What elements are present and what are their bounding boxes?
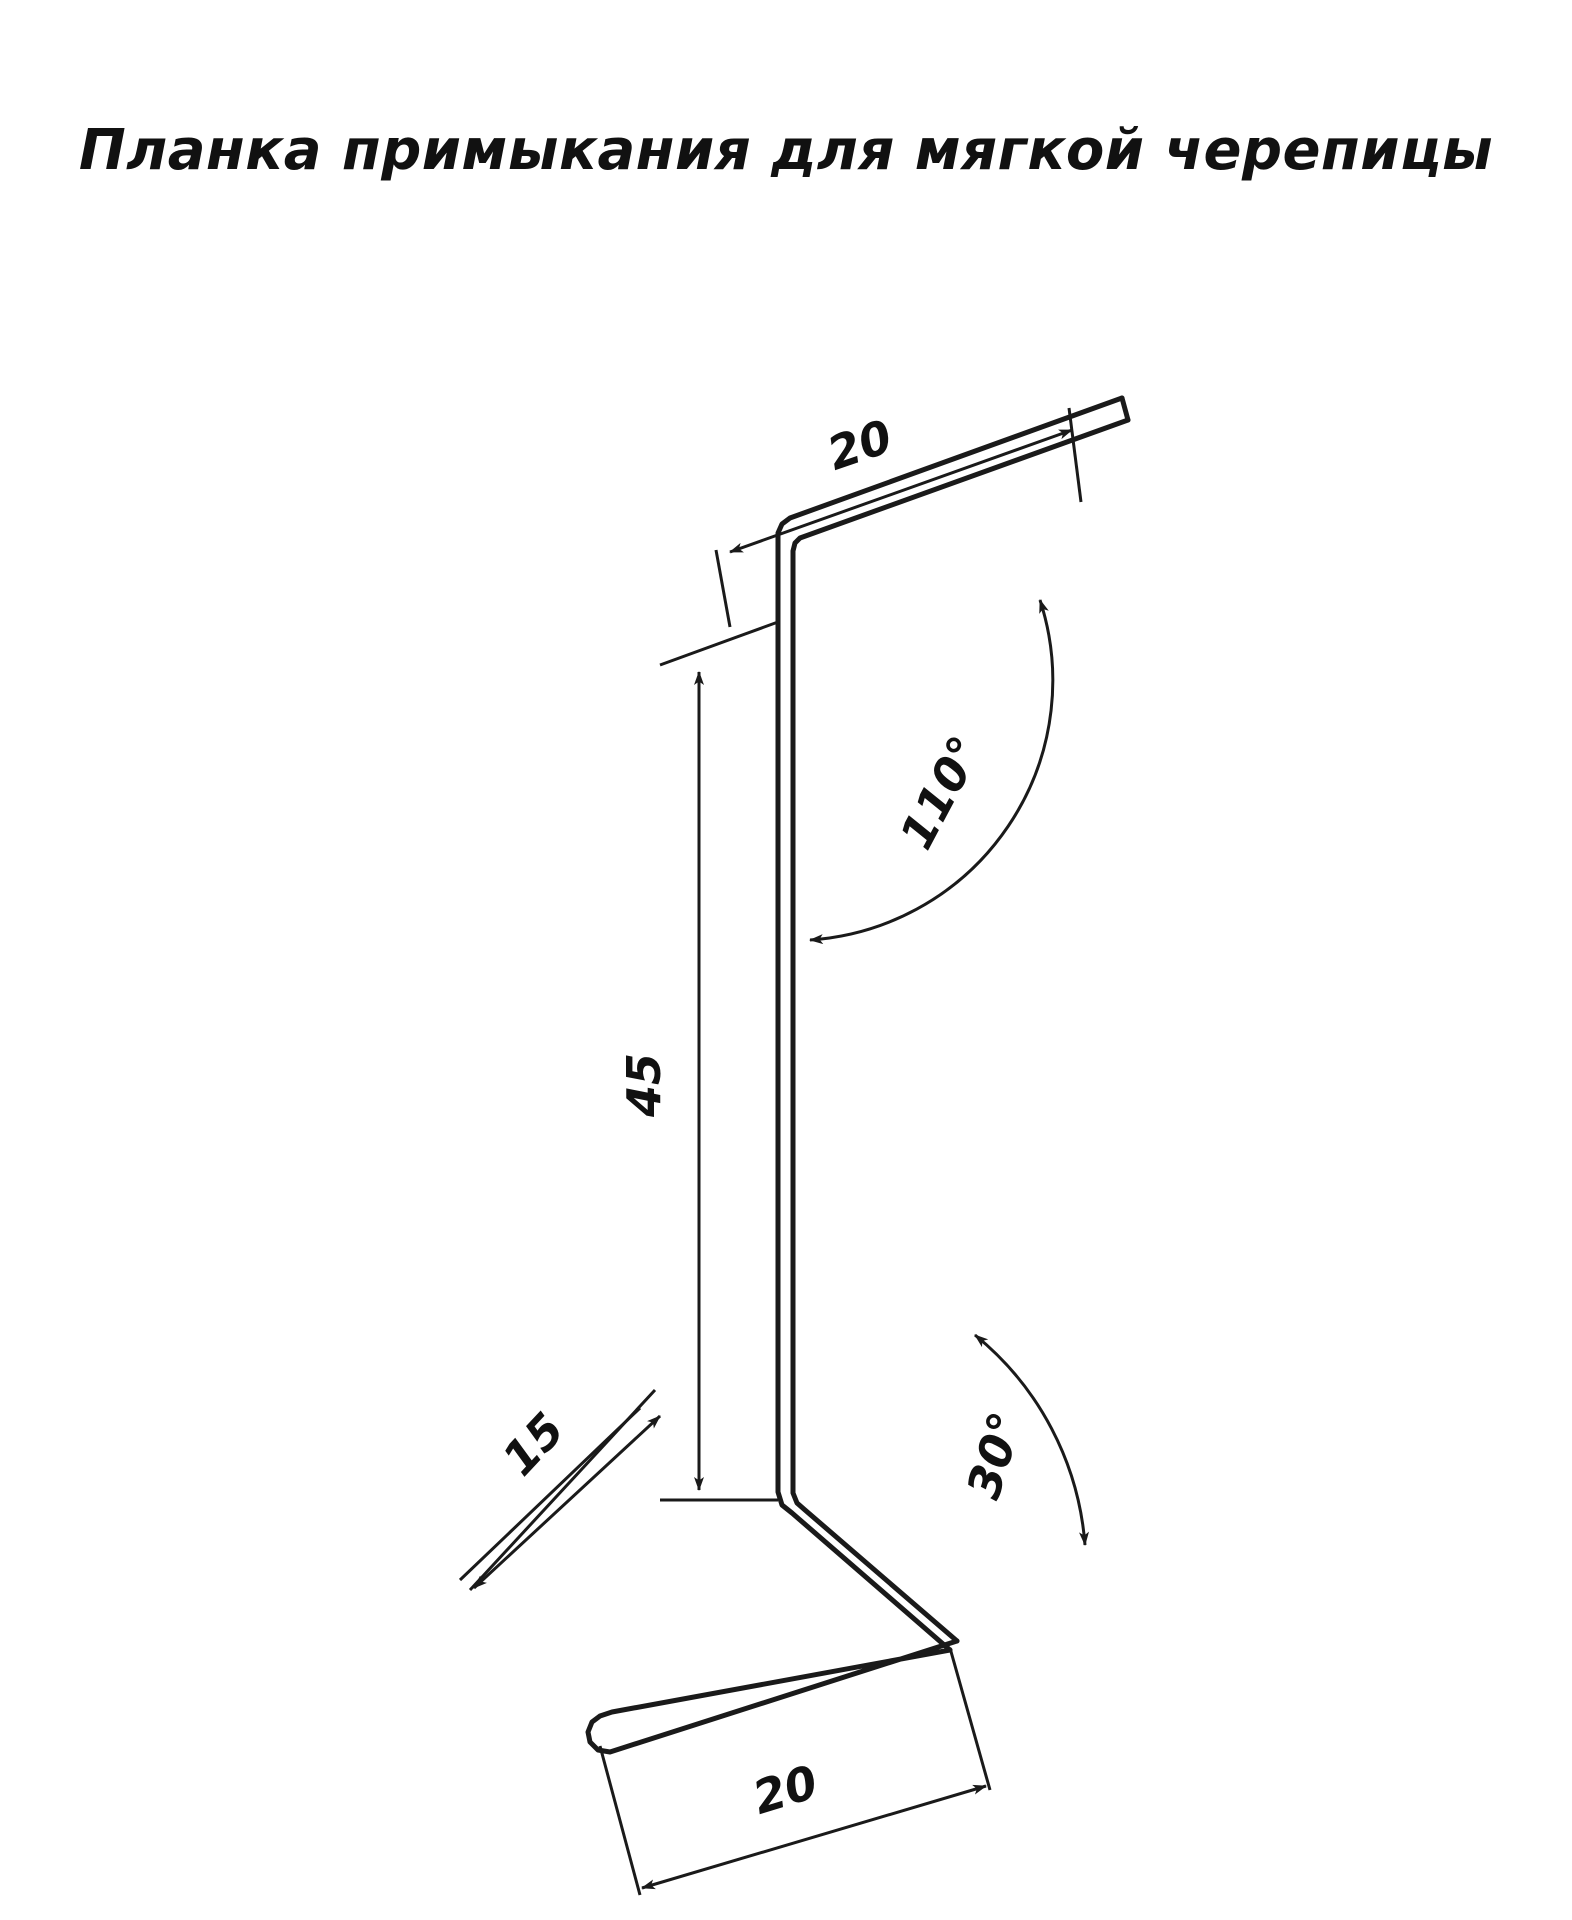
dimension-top-flange [716,408,1081,627]
dimension-vertical-web [660,622,778,1500]
angle-label-lower: 30° [956,1405,1034,1505]
dimension-lower-slope [460,1390,660,1590]
dimension-label-top-flange: 20 [820,408,899,481]
dimension-label-vertical-web: 45 [617,1052,671,1118]
angle-label-upper: 110° [889,727,993,858]
dimension-label-bottom-flange: 20 [746,1754,824,1825]
page-title: Планка примыкания для мягкой черепицы [78,118,1494,183]
dimension-label-lower-slope: 15 [491,1402,575,1486]
